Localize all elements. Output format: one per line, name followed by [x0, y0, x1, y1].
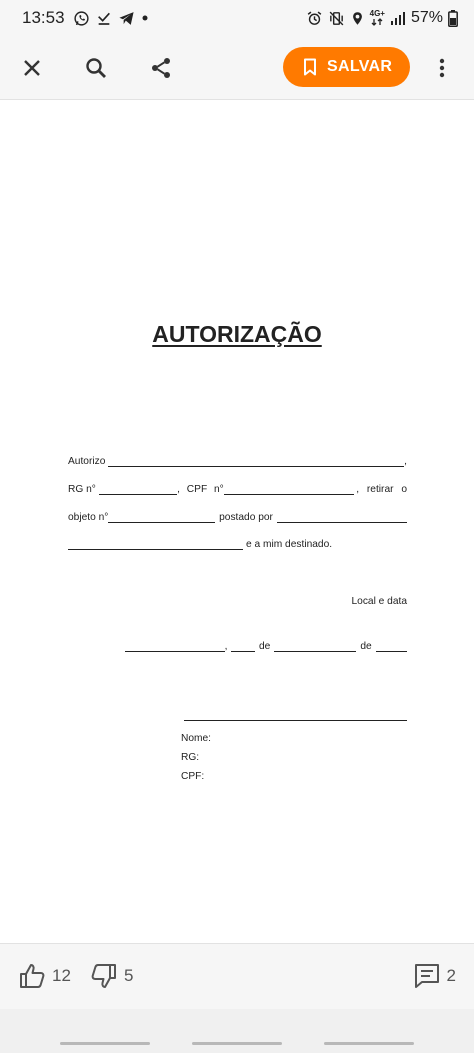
signature-name-label: Nome:	[181, 733, 212, 744]
close-button[interactable]	[14, 50, 50, 86]
share-icon	[149, 56, 173, 80]
sender-blank	[277, 512, 407, 523]
document-title	[0, 321, 474, 348]
dot-icon	[141, 14, 149, 22]
dislike-button[interactable]	[90, 962, 133, 990]
authorization-line-1	[68, 456, 407, 467]
status-bar	[0, 0, 474, 36]
telegram-icon	[118, 10, 135, 27]
date-de-1: de	[258, 641, 271, 652]
date-de-2: de	[360, 641, 372, 652]
search-icon	[85, 57, 107, 79]
local-and-date-label: Local e data	[351, 596, 407, 607]
rg-label: RG n°	[68, 484, 96, 495]
object-blank	[108, 512, 215, 523]
cpf-label: , CPF n°	[177, 484, 224, 495]
month-blank	[274, 641, 356, 652]
authorization-line-3	[68, 512, 407, 523]
recipient-blank	[68, 539, 243, 550]
line4-suffix: e a mim destinado.	[246, 539, 333, 550]
authorization-line-2	[68, 484, 407, 495]
dislike-count: 5	[124, 966, 134, 985]
line1-suffix: ,	[404, 456, 407, 467]
like-count: 12	[52, 966, 71, 985]
comment-count: 2	[446, 966, 456, 985]
location-icon	[350, 10, 365, 27]
nav-back-pill[interactable]	[324, 1042, 414, 1045]
network-4g-icon	[370, 10, 385, 26]
authorization-line-4	[68, 539, 407, 550]
name-blank	[108, 456, 404, 467]
search-button[interactable]	[78, 50, 114, 86]
more-options-button[interactable]	[424, 50, 460, 86]
year-blank	[376, 641, 407, 652]
day-blank	[231, 641, 255, 652]
bookmark-icon	[303, 58, 317, 76]
object-label: objeto n°	[68, 512, 109, 523]
signature-line	[184, 720, 407, 721]
document-page	[0, 101, 474, 943]
top-app-bar	[0, 36, 474, 100]
title-text: AUTORIZAÇÃO	[152, 321, 322, 347]
save-label: SALVAR	[327, 58, 393, 75]
comments-button[interactable]	[413, 962, 456, 990]
posted-by-label: postado por	[219, 512, 273, 523]
notification-icons	[73, 10, 149, 27]
date-sep: ,	[224, 641, 228, 652]
cpf-blank	[224, 484, 354, 495]
line1-prefix: Autorizo	[68, 456, 106, 467]
close-icon	[22, 58, 42, 78]
bottom-action-bar	[0, 943, 474, 1009]
system-navigation-bar	[0, 1009, 474, 1053]
thumbs-up-icon	[18, 962, 46, 990]
status-right	[306, 9, 458, 27]
status-time: 13:53	[22, 8, 65, 27]
nav-recents-pill[interactable]	[60, 1042, 150, 1045]
whatsapp-icon	[73, 10, 90, 27]
more-vertical-icon	[439, 58, 445, 78]
share-button[interactable]	[143, 50, 179, 86]
like-button[interactable]	[18, 962, 71, 990]
vibrate-off-icon	[328, 10, 345, 27]
battery-icon	[448, 10, 458, 27]
signal-icon	[390, 11, 406, 26]
city-blank	[125, 641, 225, 652]
nav-home-pill[interactable]	[192, 1042, 282, 1045]
line2-suffix: , retirar o	[356, 484, 407, 495]
save-button[interactable]	[283, 47, 410, 87]
date-line	[125, 641, 407, 652]
battery-level: 57%	[410, 9, 443, 26]
thumbs-down-icon	[90, 962, 118, 990]
download-done-icon	[96, 10, 112, 26]
signature-rg-label: RG:	[181, 752, 200, 763]
rg-blank	[99, 484, 177, 495]
alarm-icon	[306, 10, 323, 27]
signature-cpf-label: CPF:	[181, 771, 205, 782]
network-label: 4G+	[369, 9, 385, 18]
comment-icon	[413, 962, 441, 990]
